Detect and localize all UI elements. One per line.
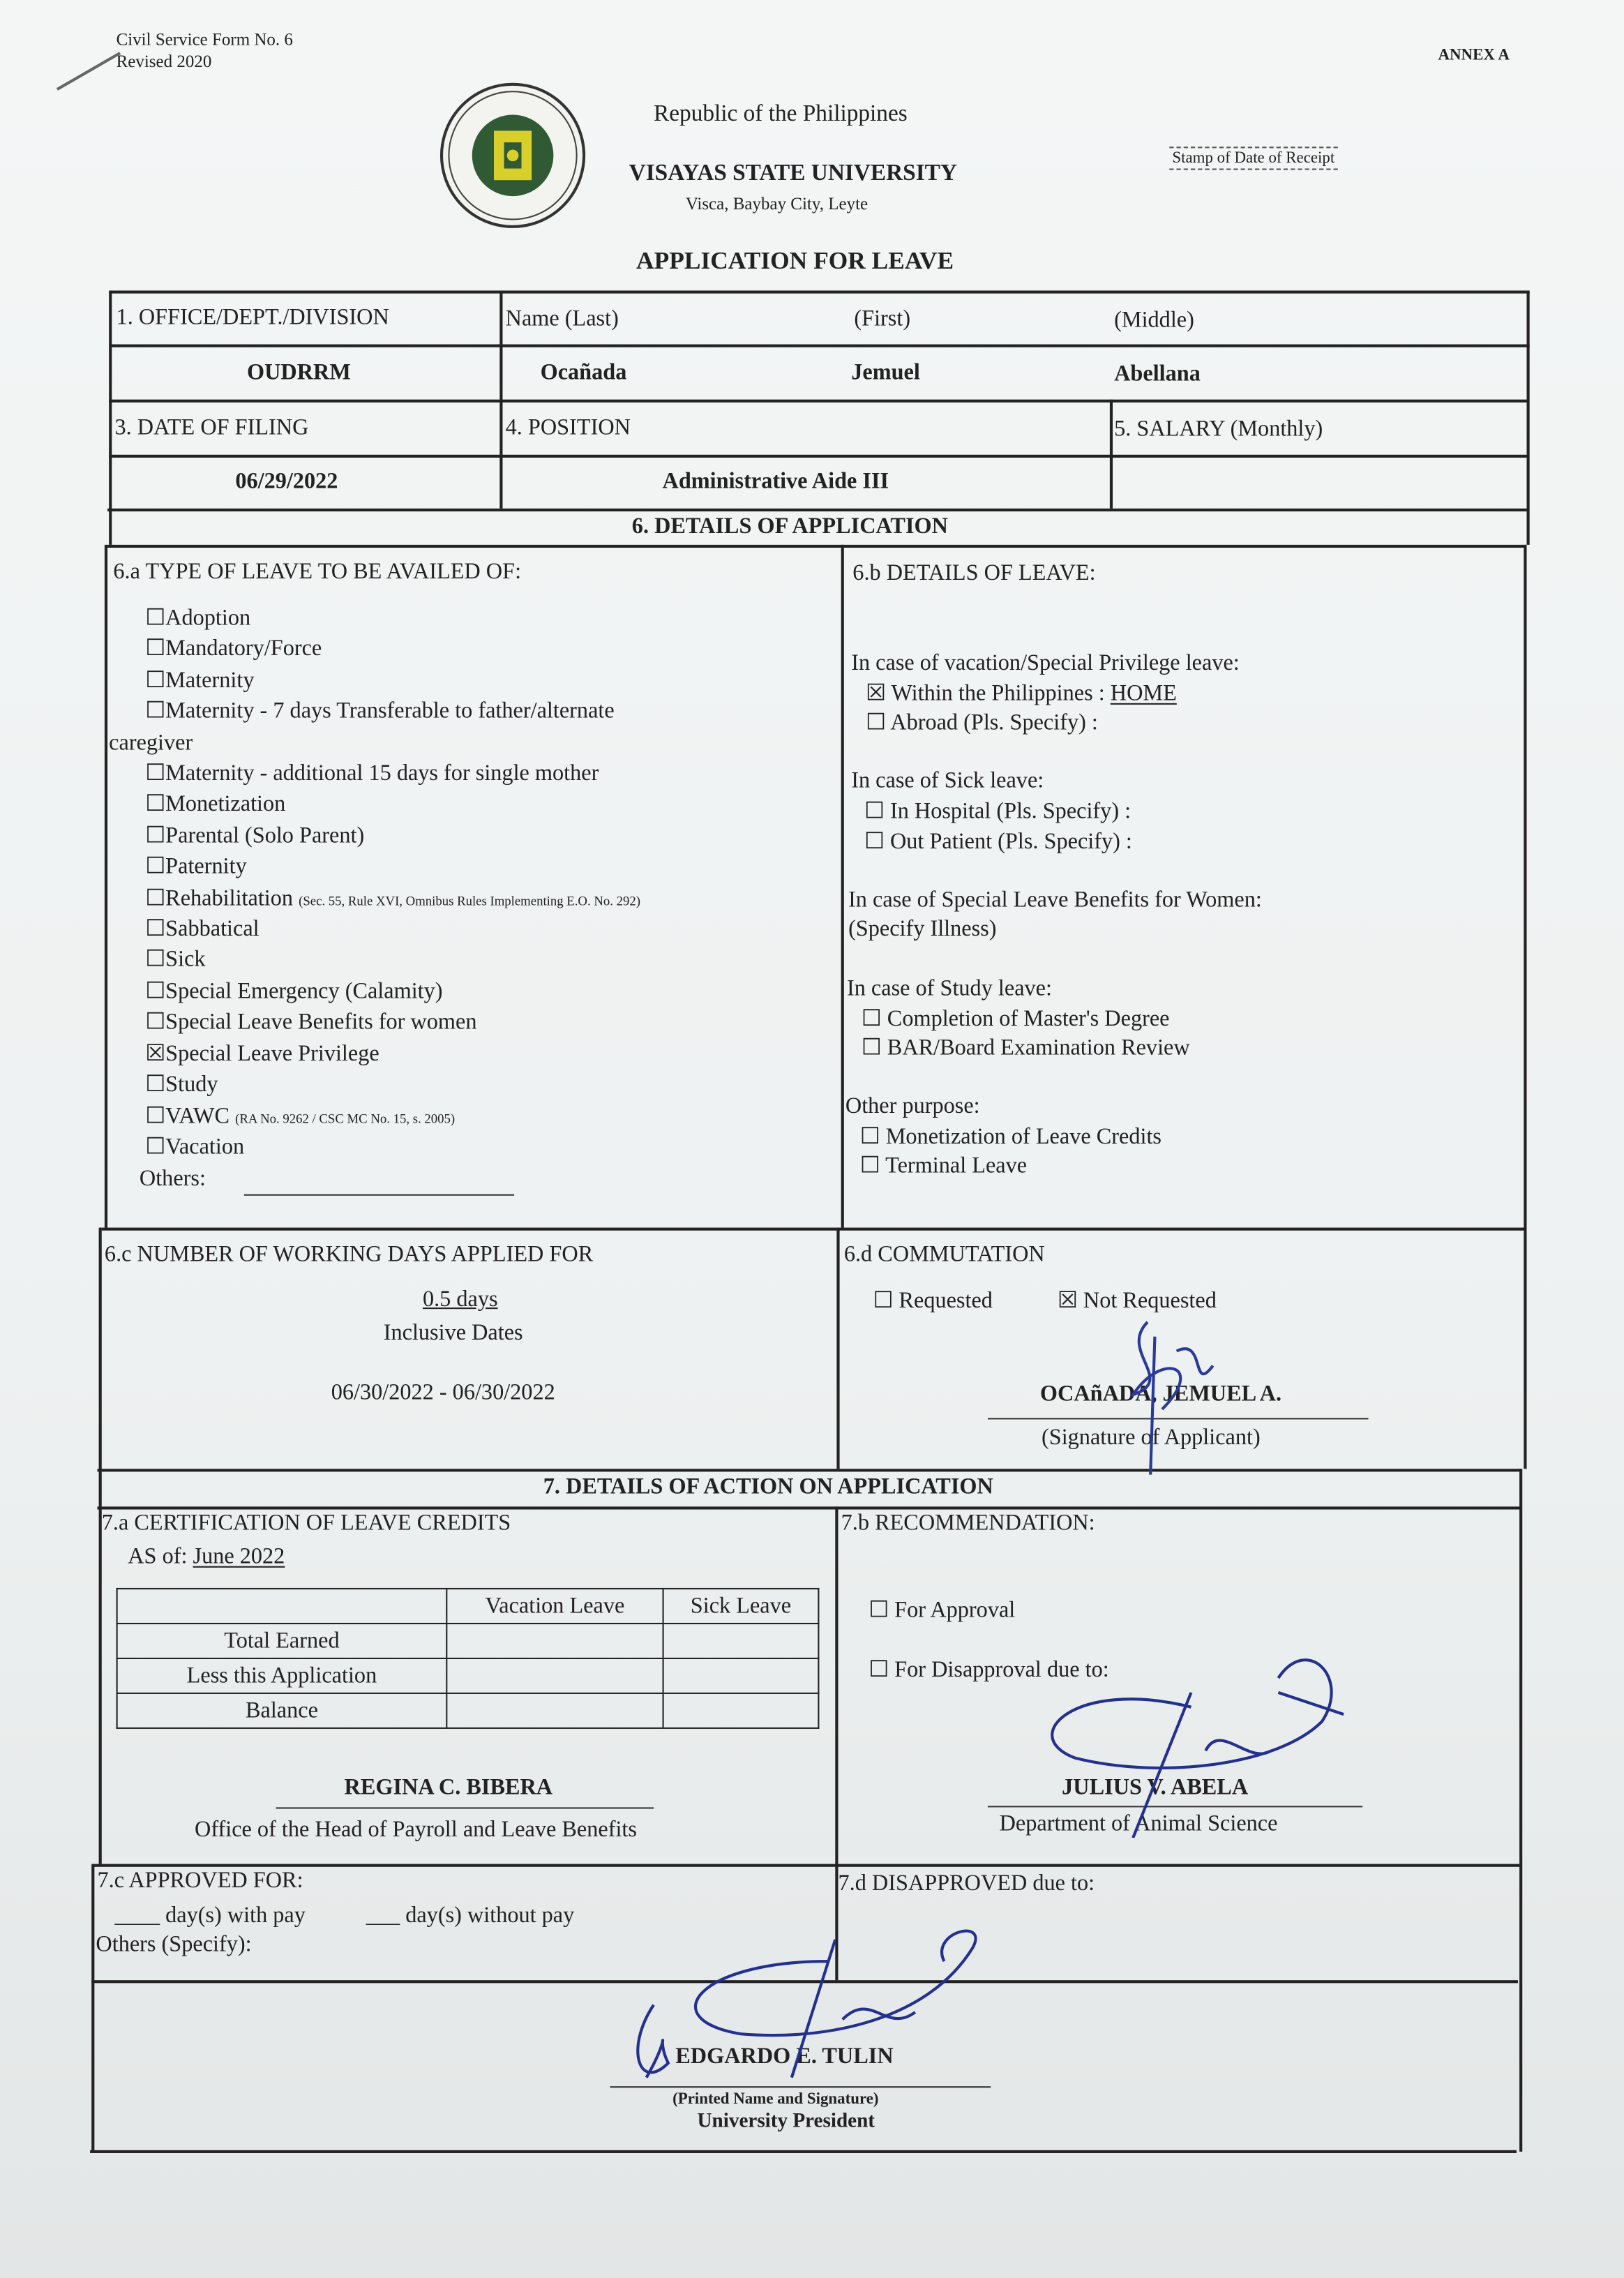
others-input[interactable]	[244, 1194, 514, 1196]
recommender-name: JULIUS V. ABELA	[1062, 1775, 1249, 1800]
inclusive-dates-value: 06/30/2022 - 06/30/2022	[331, 1380, 555, 1405]
salary-label: 5. SALARY (Monthly)	[1114, 417, 1323, 442]
disapproved-label: 7.d DISAPPROVED due to:	[838, 1871, 1095, 1896]
women-heading: In case of Special Leave Benefits for Women:	[848, 887, 1262, 913]
recommendation-label: 7.b RECOMMENDATION:	[841, 1511, 1095, 1536]
leave-type-label: Special Leave Benefits for women	[165, 1010, 477, 1035]
leave-type-label: caregiver	[109, 730, 193, 756]
within-value: HOME	[1110, 681, 1177, 706]
office-value: OUDRRM	[246, 360, 351, 385]
as-of-value: June 2022	[193, 1544, 285, 1569]
credits-cell	[663, 1624, 819, 1658]
leave-type-label: Maternity	[165, 668, 255, 693]
applicant-name: OCAñADA, JEMUEL A.	[1039, 1381, 1282, 1407]
section-6-title: 6. DETAILS OF APPLICATION	[631, 514, 948, 539]
sick-heading: In case of Sick leave:	[851, 768, 1044, 793]
leave-type-label: Parental (Solo Parent)	[165, 823, 365, 848]
stamp-of-receipt: Stamp of Date of Receipt	[1169, 147, 1337, 170]
checkbox-icon[interactable]: ☐	[145, 1103, 166, 1128]
leave-type-label: Rehabilitation	[165, 885, 294, 911]
credits-cell: Total Earned	[117, 1624, 447, 1658]
leave-type-item[interactable]	[145, 1071, 640, 1102]
leave-type-label: Vacation	[165, 1134, 245, 1160]
credits-cell	[117, 1589, 447, 1624]
date-filing-label: 3. DATE OF FILING	[114, 415, 309, 440]
credits-row	[117, 1658, 819, 1693]
leave-type-label: VAWC	[165, 1103, 230, 1128]
pen-mark	[57, 52, 121, 91]
position-value: Administrative Aide III	[662, 469, 889, 494]
women-subheading: (Specify Illness)	[848, 916, 997, 942]
leave-type-label: 6.a TYPE OF LEAVE TO BE AVAILED OF:	[113, 559, 522, 585]
checkbox-icon[interactable]: ☐	[145, 606, 166, 631]
checkbox-icon[interactable]: ☐	[145, 979, 166, 1004]
university-name: VISAYAS STATE UNIVERSITY	[629, 161, 957, 186]
others-specify: Others (Specify):	[96, 1932, 252, 1957]
credits-cell	[446, 1624, 663, 1658]
leave-type-item[interactable]	[145, 791, 640, 823]
credits-cell: Less this Application	[117, 1658, 447, 1693]
leave-type-label: Sick	[165, 947, 206, 973]
checkbox-icon[interactable]: ☐	[145, 823, 166, 848]
working-days-value: 0.5 days	[422, 1287, 498, 1312]
checkbox-icon[interactable]: ☐	[145, 668, 166, 693]
abroad-checkbox[interactable]: ☐ Abroad (Pls. Specify) :	[866, 710, 1098, 735]
credits-cell	[663, 1693, 819, 1728]
president-signature-icon	[610, 1903, 1002, 2107]
days-without-pay: ___ day(s) without pay	[366, 1903, 575, 1928]
out-patient-checkbox[interactable]: ☐ Out Patient (Pls. Specify) :	[864, 829, 1132, 855]
recommender-signature-icon	[1017, 1635, 1381, 1838]
leave-type-note: (Sec. 55, Rule XVI, Omnibus Rules Implementing E.O. No. 292)	[299, 892, 640, 908]
leave-type-item[interactable]	[145, 1009, 640, 1040]
leave-type-item[interactable]	[145, 947, 640, 978]
president-name: EDGARDO E. TULIN	[675, 2044, 894, 2069]
leave-credits-label: 7.a CERTIFICATION OF LEAVE CREDITS	[101, 1511, 511, 1536]
leave-type-note: (RA No. 9262 / CSC MC No. 15, s. 2005)	[235, 1110, 456, 1125]
leave-type-item[interactable]	[145, 884, 640, 915]
middle-name-value: Abellana	[1114, 361, 1201, 387]
checkbox-icon[interactable]: ☐	[145, 1010, 166, 1035]
credits-cell: Balance	[117, 1693, 447, 1728]
leave-type-label: Study	[165, 1072, 218, 1097]
leave-type-item[interactable]	[145, 760, 640, 791]
university-address: Visca, Baybay City, Leyte	[685, 193, 869, 214]
leave-type-item[interactable]	[109, 729, 640, 760]
masters-checkbox[interactable]: ☐ Completion of Master's Degree	[861, 1007, 1170, 1032]
president-title: University President	[697, 2111, 875, 2133]
approved-for-label: 7.c APPROVED FOR:	[97, 1868, 303, 1894]
leave-type-label: Special Leave Privilege	[165, 1041, 379, 1066]
requested-checkbox[interactable]: ☐ Requested	[873, 1289, 993, 1314]
monetization-checkbox[interactable]: ☐ Monetization of Leave Credits	[859, 1124, 1161, 1150]
leave-type-label: Adoption	[165, 606, 251, 631]
leave-type-label: Paternity	[165, 854, 247, 880]
leave-type-item[interactable]	[145, 1102, 640, 1133]
as-of-label: AS of:	[128, 1544, 188, 1569]
leave-type-item[interactable]	[145, 604, 640, 636]
revised-text: Revised 2020	[116, 50, 212, 72]
annex-label: ANNEX A	[1438, 46, 1510, 64]
leave-type-label: Sabbatical	[165, 917, 260, 942]
president-caption: (Printed Name and Signature)	[672, 2090, 879, 2108]
applicant-caption: (Signature of Applicant)	[1042, 1425, 1261, 1451]
for-approval-checkbox[interactable]: ☐ For Approval	[869, 1598, 1016, 1623]
not-requested-checkbox[interactable]: ☒ Not Requested	[1057, 1289, 1217, 1314]
checkbox-icon[interactable]: ☐	[145, 1072, 166, 1097]
certifier-line	[276, 1807, 654, 1808]
leave-type-label: Maternity - 7 days Transferable to father/alternate	[165, 699, 615, 724]
leave-type-item[interactable]	[145, 977, 640, 1009]
checkbox-icon[interactable]: ☐	[145, 636, 166, 662]
checkbox-icon[interactable]: ☐	[145, 761, 166, 786]
republic-text: Republic of the Philippines	[654, 101, 908, 127]
leave-type-label: Mandatory/Force	[165, 636, 322, 662]
leave-type-label: Special Emergency (Calamity)	[165, 979, 443, 1004]
checkbox-icon[interactable]: ☐	[145, 1134, 166, 1160]
credits-cell	[663, 1658, 819, 1693]
form-number	[116, 29, 293, 73]
section-7-title: 7. DETAILS OF ACTION ON APPLICATION	[543, 1474, 993, 1499]
first-name-label: (First)	[854, 306, 911, 331]
form-title: APPLICATION FOR LEAVE	[636, 246, 954, 275]
middle-name-label: (Middle)	[1114, 308, 1194, 333]
leave-type-item[interactable]	[145, 822, 640, 853]
commutation-label: 6.d COMMUTATION	[843, 1242, 1045, 1267]
details-label: 6.b DETAILS OF LEAVE:	[852, 560, 1096, 586]
checkbox-icon[interactable]: ☐	[145, 917, 166, 942]
leave-type-item[interactable]	[145, 698, 640, 729]
for-disapproval-checkbox[interactable]: ☐ For Disapproval due to:	[869, 1657, 1109, 1683]
leave-type-item[interactable]	[145, 1133, 640, 1164]
form-no-text: Civil Service Form No. 6	[116, 29, 293, 50]
vacation-heading: In case of vacation/Special Privilege leave:	[851, 650, 1240, 676]
leave-type-item[interactable]	[145, 636, 640, 667]
university-seal-icon	[439, 82, 587, 230]
leave-type-item[interactable]	[145, 853, 640, 885]
as-of	[128, 1544, 285, 1570]
leave-type-list	[109, 604, 640, 1164]
checkbox-icon[interactable]: ☐	[145, 699, 166, 724]
leave-type-label: Maternity - additional 15 days for single mother	[165, 761, 599, 786]
last-name-label: Name (Last)	[505, 306, 619, 331]
leave-type-item[interactable]	[145, 666, 640, 698]
checkbox-icon[interactable]: ☐	[145, 885, 166, 911]
checkbox-icon[interactable]: ☐	[145, 854, 166, 880]
credits-row	[117, 1624, 819, 1658]
days-with-pay: ____ day(s) with pay	[114, 1903, 306, 1928]
last-name-value: Ocañada	[540, 360, 627, 385]
date-filing-value: 06/29/2022	[235, 469, 338, 494]
terminal-leave-checkbox[interactable]: ☐ Terminal Leave	[859, 1153, 1028, 1178]
others-label: Others:	[139, 1167, 206, 1192]
within-philippines-checkbox[interactable]	[866, 680, 1177, 708]
working-days-label: 6.c NUMBER OF WORKING DAYS APPLIED FOR	[104, 1242, 594, 1267]
recommender-office: Department of Animal Science	[999, 1811, 1278, 1837]
position-label: 4. POSITION	[505, 415, 631, 440]
leave-type-item[interactable]	[145, 1040, 640, 1071]
leave-type-item[interactable]	[145, 915, 640, 947]
certifier-name: REGINA C. BIBERA	[344, 1775, 553, 1800]
credits-cell	[446, 1693, 663, 1728]
study-heading: In case of Study leave:	[846, 976, 1052, 1001]
credits-cell: Sick Leave	[663, 1589, 819, 1624]
credits-cell	[446, 1658, 663, 1693]
credits-cell: Vacation Leave	[446, 1589, 663, 1624]
bar-review-checkbox[interactable]: ☐ BAR/Board Examination Review	[861, 1035, 1190, 1061]
office-label: 1. OFFICE/DEPT./DIVISION	[116, 305, 389, 330]
checkbox-icon[interactable]: ☐	[145, 947, 166, 973]
credits-row	[117, 1693, 819, 1728]
checkbox-icon[interactable]: ☐	[145, 792, 166, 818]
credits-header-row	[117, 1589, 819, 1624]
within-label: ☒ Within the Philippines :	[866, 681, 1105, 706]
certifier-office: Office of the Head of Payroll and Leave Benefits	[195, 1817, 637, 1843]
in-hospital-checkbox[interactable]: ☐ In Hospital (Pls. Specify) :	[864, 799, 1131, 824]
applicant-signature-icon	[1090, 1293, 1220, 1482]
inclusive-dates-label: Inclusive Dates	[383, 1320, 523, 1346]
leave-credits-table	[116, 1588, 820, 1729]
first-name-value: Jemuel	[851, 360, 920, 385]
leave-type-label: Monetization	[165, 792, 286, 818]
checkbox-icon[interactable]: ☒	[145, 1041, 166, 1066]
other-purpose-heading: Other purpose:	[845, 1093, 980, 1119]
